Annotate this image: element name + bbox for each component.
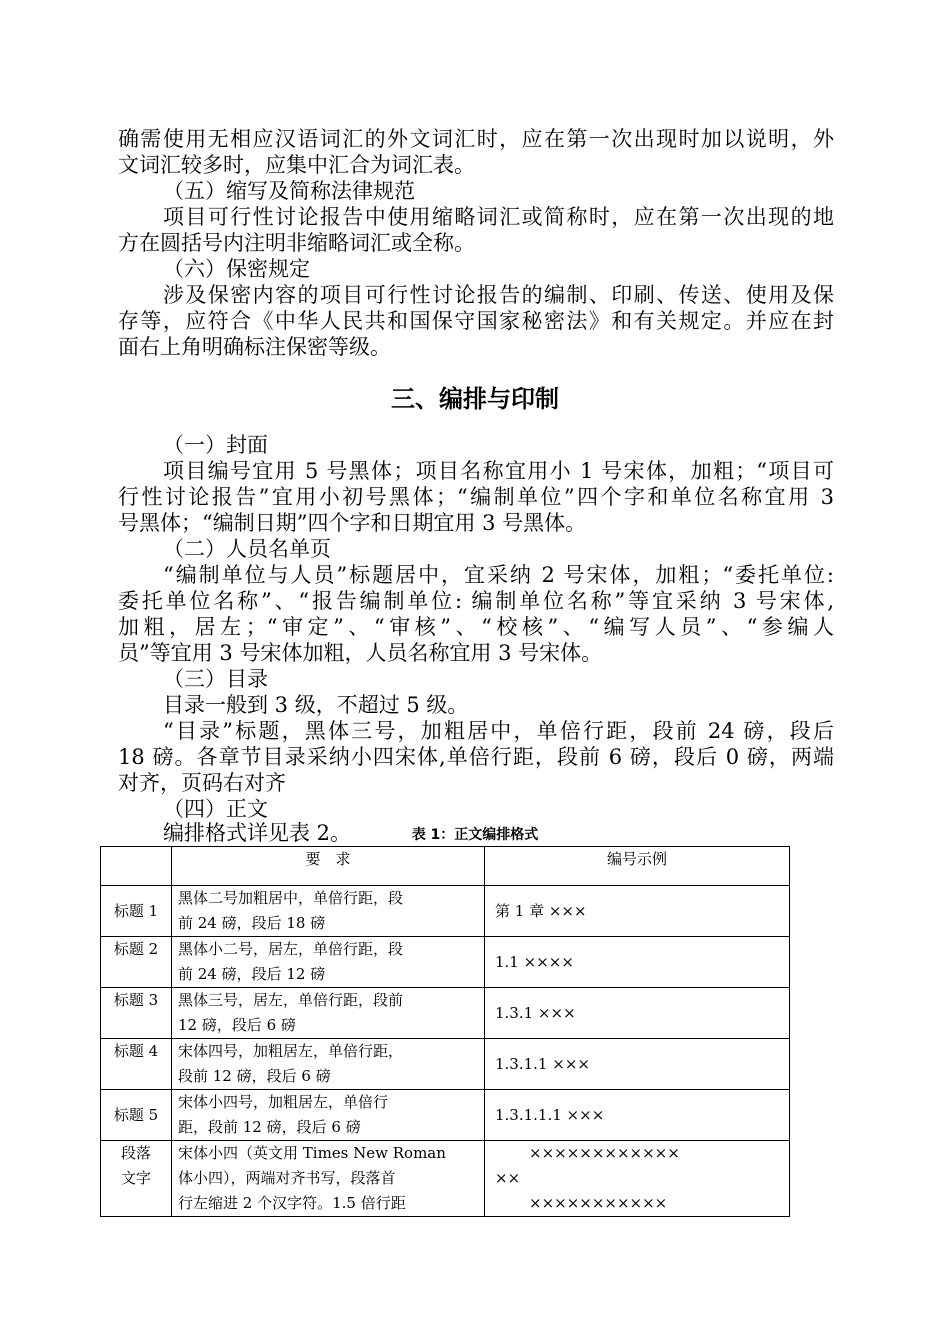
paragraph-line: 项目可行性讨论报告中使用缩略词汇或简称时，应在第一次出现的地 xyxy=(163,205,834,229)
row-requirement xyxy=(172,1090,485,1141)
row-requirement xyxy=(172,1141,485,1217)
req-line: 宋体小四号，加粗居左，单倍行 xyxy=(178,1093,389,1111)
row-label: 标题 3 xyxy=(101,988,172,1039)
row-label: 标题 4 xyxy=(101,1039,172,1090)
example-line: ×××××××××××× xyxy=(529,1144,680,1162)
table-header-cell: 编号示例 xyxy=(485,847,790,886)
paragraph-line: 涉及保密内容的项目可行性讨论报告的编制、印刷、传送、使用及保 xyxy=(163,283,834,307)
row-label: 标题 2 xyxy=(101,937,172,988)
row-example: 1.1 ×××× xyxy=(485,937,790,988)
table-header-cell xyxy=(101,847,172,886)
paragraph-line: 号黑体；“编制日期”四个字和日期宜用 3 号黑体。 xyxy=(118,511,587,535)
example-line: ××××××××××× xyxy=(529,1194,668,1212)
paragraph-line: 编排格式详见表 2。 xyxy=(163,821,352,845)
row-label xyxy=(101,1141,172,1217)
req-line: 体小四），两端对齐书写，段落首 xyxy=(178,1169,396,1187)
req-line: 黑体三号，居左，单倍行距，段前 xyxy=(178,991,404,1009)
req-line: 12 磅，段后 6 磅 xyxy=(178,1016,296,1034)
table-row xyxy=(101,1141,790,1217)
row-example xyxy=(485,1141,790,1217)
paragraph-line: 方在圆括号内注明非缩略词汇或全称。 xyxy=(118,231,475,255)
req-line: 宋体四号，加粗居左，单倍行距， xyxy=(178,1042,404,1060)
subheading: （二）人员名单页 xyxy=(163,537,331,561)
subheading: （四）正文 xyxy=(163,797,268,821)
subheading: （六）保密规定 xyxy=(163,257,310,281)
req-line: 前 24 磅，段后 12 磅 xyxy=(178,965,326,983)
paragraph-line: 加粗，居左；“审定”、“审核”、“校核”、“编写人员”、“参编人 xyxy=(118,615,834,639)
paragraph-line: 对齐，页码右对齐 xyxy=(118,771,286,795)
format-table xyxy=(100,846,790,1217)
paragraph-line: “目录”标题，黑体三号，加粗居中，单倍行距，段前 24 磅，段后 xyxy=(163,719,834,743)
paragraph-line: 文词汇较多时，应集中汇合为词汇表。 xyxy=(118,153,475,177)
row-example: 1.3.1 ××× xyxy=(485,988,790,1039)
table-row xyxy=(101,886,790,937)
subheading: （五）缩写及简称法律规范 xyxy=(163,179,415,203)
paragraph-line: 员”等宜用 3 号宋体加粗，人员名称宜用 3 号宋体。 xyxy=(118,641,603,665)
req-line: 宋体小四（英文用 Times New Roman xyxy=(178,1144,446,1162)
paragraph-line: 委托单位名称”、“报告编制单位: 编制单位名称”等宜采纳 3 号宋体, xyxy=(118,589,834,613)
row-label: 标题 1 xyxy=(101,886,172,937)
req-line: 行左缩进 2 个汉字符。1.5 倍行距 xyxy=(178,1194,406,1212)
label-line: 段落 xyxy=(120,1144,151,1162)
paragraph-line: 行性讨论报告”宜用小初号黑体；“编制单位”四个字和单位名称宜用 3 xyxy=(118,485,834,509)
paragraph-line: “编制单位与人员”标题居中，宜采纳 2 号宋体，加粗；“委托单位: xyxy=(163,563,834,587)
row-requirement xyxy=(172,1039,485,1090)
paragraph-line: 项目编号宜用 5 号黑体；项目名称宜用小 1 号宋体，加粗；“项目可 xyxy=(163,459,834,483)
req-line: 黑体小二号，居左，单倍行距，段 xyxy=(178,940,404,958)
table-row xyxy=(101,1090,790,1141)
req-line: 距，段前 12 磅，段后 6 磅 xyxy=(178,1118,361,1136)
row-requirement xyxy=(172,988,485,1039)
paragraph-line: 目录一般到 3 级，不超过 5 级。 xyxy=(163,693,469,717)
subheading: （三）目录 xyxy=(163,667,268,691)
paragraph-line: 面右上角明确标注保密等级。 xyxy=(118,335,391,359)
table-caption: 表 1：正文编排格式 xyxy=(411,827,539,843)
req-line: 段前 12 磅，段后 6 磅 xyxy=(178,1067,331,1085)
row-label: 标题 5 xyxy=(101,1090,172,1141)
row-example: 1.3.1.1 ××× xyxy=(485,1039,790,1090)
row-requirement xyxy=(172,886,485,937)
paragraph-line: 确需使用无相应汉语词汇的外文词汇时，应在第一次出现时加以说明，外 xyxy=(118,127,834,151)
label-line: 文字 xyxy=(120,1169,151,1187)
row-requirement xyxy=(172,937,485,988)
row-example: 1.3.1.1.1 ××× xyxy=(485,1090,790,1141)
subheading: （一）封面 xyxy=(163,433,268,457)
table-row xyxy=(101,988,790,1039)
table-header-cell: 要 求 xyxy=(172,847,485,886)
paragraph-line: 18 磅。各章节目录采纳小四宋体,单倍行距，段前 6 磅，段后 0 磅，两端 xyxy=(118,745,834,769)
example-line: ×× xyxy=(495,1169,521,1187)
paragraph-line: 存等，应符合《中华人民共和国保守国家秘密法》和有关规定。并应在封 xyxy=(118,309,834,333)
section-title: 三、编排与印制 xyxy=(391,385,559,413)
row-example: 第 1 章 ××× xyxy=(485,886,790,937)
req-line: 前 24 磅，段后 18 磅 xyxy=(178,914,326,932)
table-row xyxy=(101,937,790,988)
req-line: 黑体二号加粗居中，单倍行距，段 xyxy=(178,889,404,907)
table-row xyxy=(101,1039,790,1090)
table-header-row xyxy=(101,847,790,886)
